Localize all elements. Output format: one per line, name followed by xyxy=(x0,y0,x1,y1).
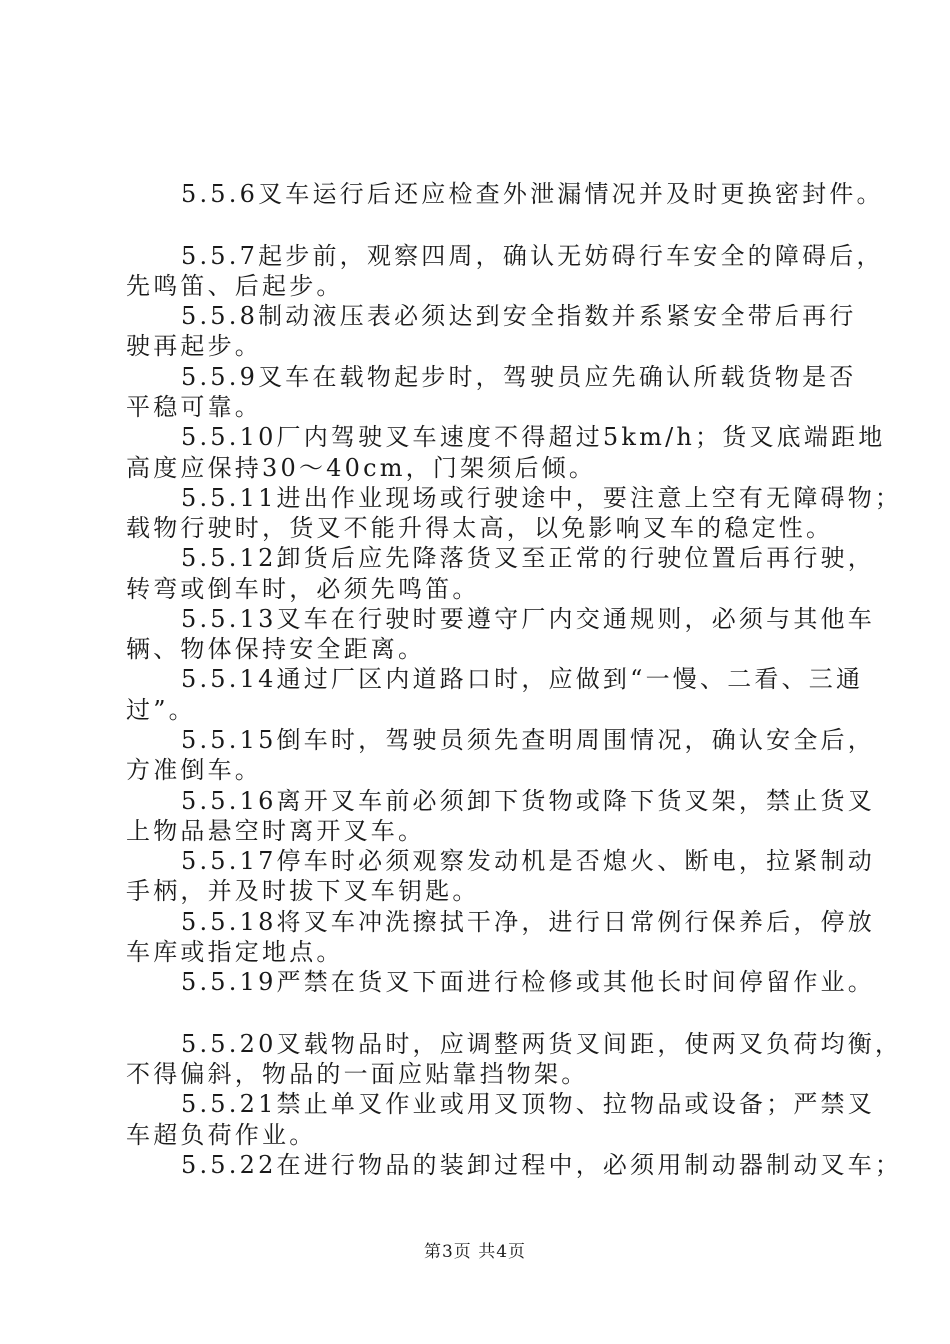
paragraph-5-5-16-line-2: 上物品悬空时离开叉车。 xyxy=(126,817,426,845)
paragraph-5-5-11-line-2: 载物行驶时，货叉不能升得太高，以免影响叉车的稳定性。 xyxy=(126,514,834,542)
paragraph-5-5-9-line-2: 平稳可靠。 xyxy=(126,393,262,421)
paragraph-5-5-18-line-1: 5.5.18将叉车冲洗擦拭干净，进行日常例行保养后，停放 xyxy=(181,908,875,936)
paragraph-5-5-8-line-1: 5.5.8制动液压表必须达到安全指数并系紧安全带后再行 xyxy=(181,302,857,330)
paragraph-5-5-17-line-1: 5.5.17停车时必须观察发动机是否熄火、断电，拉紧制动 xyxy=(181,847,875,875)
paragraph-5-5-18-line-2: 车库或指定地点。 xyxy=(126,938,344,966)
paragraph-5-5-10-line-1: 5.5.10厂内驾驶叉车速度不得超过5km/h；货叉底端距地 xyxy=(181,423,886,451)
paragraph-5-5-7-line-1: 5.5.7起步前，观察四周，确认无妨碍行车安全的障碍后， xyxy=(181,242,884,270)
paragraph-5-5-9-line-1: 5.5.9叉车在载物起步时，驾驶员应先确认所载货物是否 xyxy=(181,363,857,391)
paragraph-5-5-8-line-2: 驶再起步。 xyxy=(126,332,262,360)
paragraph-5-5-12-line-1: 5.5.12卸货后应先降落货叉至正常的行驶位置后再行驶， xyxy=(181,544,875,572)
paragraph-5-5-16-line-1: 5.5.16离开叉车前必须卸下货物或降下货叉架，禁止货叉 xyxy=(181,787,875,815)
paragraph-5-5-17-line-2: 手柄，并及时拔下叉车钥匙。 xyxy=(126,877,480,905)
page-number-footer: 第3页 共4页 xyxy=(423,1242,527,1262)
paragraph-5-5-22-line-1: 5.5.22在进行物品的装卸过程中，必须用制动器制动叉车； xyxy=(181,1151,903,1179)
paragraph-5-5-14-line-2: 过”。 xyxy=(126,696,196,724)
paragraph-5-5-20-line-2: 不得偏斜，物品的一面应贴靠挡物架。 xyxy=(126,1060,589,1088)
paragraph-5-5-20-line-1: 5.5.20叉载物品时，应调整两货叉间距，使两叉负荷均衡， xyxy=(181,1030,903,1058)
paragraph-5-5-15-line-2: 方准倒车。 xyxy=(126,756,262,784)
paragraph-5-5-21-line-1: 5.5.21禁止单叉作业或用叉顶物、拉物品或设备；严禁叉 xyxy=(181,1090,875,1118)
paragraph-5-5-14-line-1: 5.5.14通过厂区内道路口时，应做到“一慢、二看、三通 xyxy=(181,665,864,693)
paragraph-5-5-21-line-2: 车超负荷作业。 xyxy=(126,1121,317,1149)
paragraph-5-5-12-line-2: 转弯或倒车时，必须先鸣笛。 xyxy=(126,575,480,603)
paragraph-5-5-7-line-2: 先鸣笛、后起步。 xyxy=(126,272,344,300)
paragraph-5-5-15-line-1: 5.5.15倒车时，驾驶员须先查明周围情况，确认安全后， xyxy=(181,726,875,754)
paragraph-5-5-13-line-2: 辆、物体保持安全距离。 xyxy=(126,635,426,663)
paragraph-5-5-10-line-2: 高度应保持30～40cm，门架须后倾。 xyxy=(126,454,597,482)
paragraph-5-5-6-line-1: 5.5.6叉车运行后还应检查外泄漏情况并及时更换密封件。 xyxy=(181,180,884,208)
paragraph-5-5-11-line-1: 5.5.11进出作业现场或行驶途中，要注意上空有无障碍物； xyxy=(181,484,903,512)
paragraph-5-5-13-line-1: 5.5.13叉车在行驶时要遵守厂内交通规则，必须与其他车 xyxy=(181,605,875,633)
paragraph-5-5-19-line-1: 5.5.19严禁在货叉下面进行检修或其他长时间停留作业。 xyxy=(181,968,875,996)
